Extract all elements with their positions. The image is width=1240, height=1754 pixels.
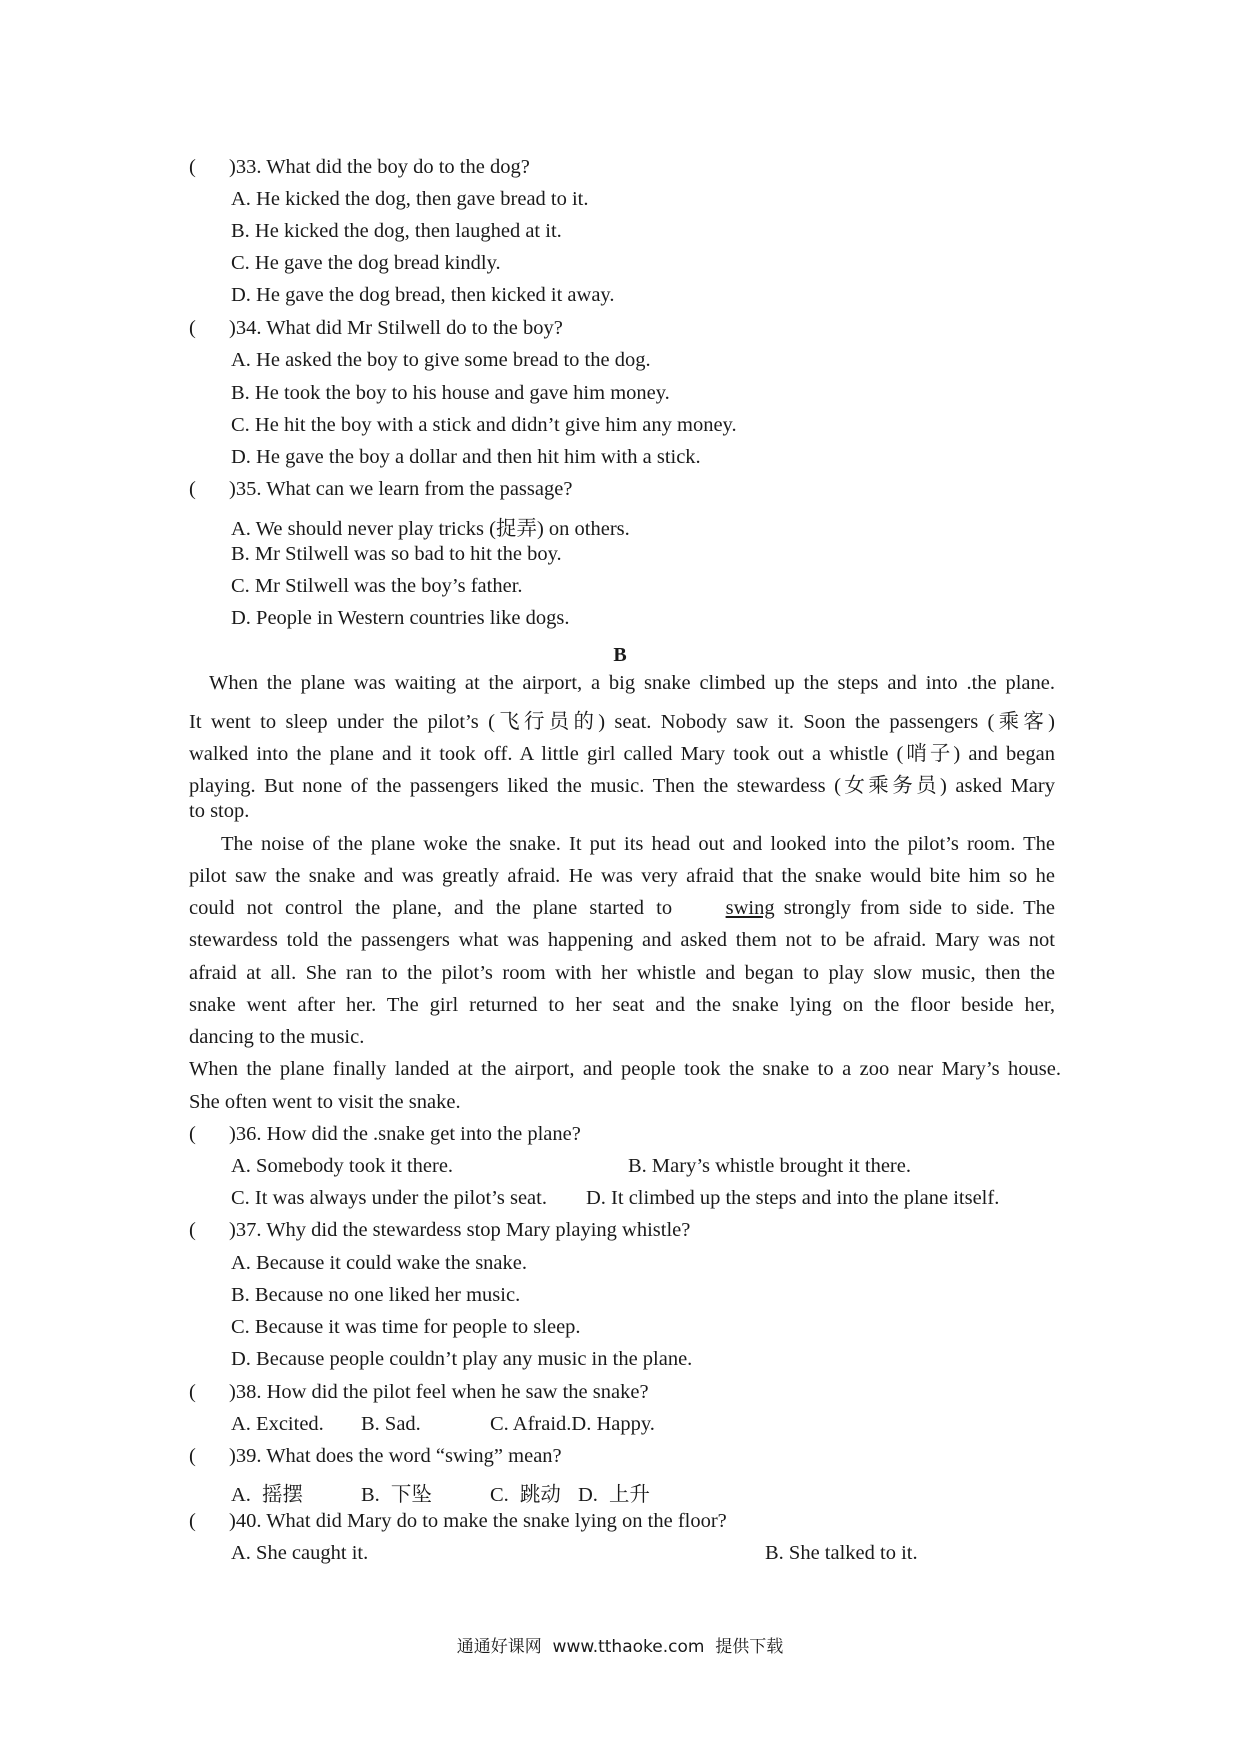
question-35 (189, 478, 572, 501)
question-text: )40. What did Mary do to make the snake lying on the floor? (229, 1510, 727, 1532)
question-36 (189, 1123, 581, 1146)
passage-line: dancing to the music. (189, 1026, 365, 1048)
option-b: B. He kicked the dog, then laughed at it. (231, 220, 562, 242)
passage-line: When the plane finally landed at the airport, and people took the snake to a zoo near Mary’s house. (189, 1058, 1061, 1080)
answer-paren: ( (189, 1381, 196, 1403)
passage-text: could not control the plane, and the plane started to (189, 897, 673, 919)
answer-paren: ( (189, 478, 196, 500)
passage-line: playing. But none of the passengers liked the music. Then the stewardess (女乘务员) asked Mary (189, 775, 1055, 797)
passage-line: She often went to visit the snake. (189, 1091, 461, 1113)
option-b: B. She talked to it. (765, 1542, 918, 1564)
option-a: A. Excited. (231, 1413, 324, 1435)
question-39 (189, 1445, 562, 1468)
question-34 (189, 317, 563, 340)
option-b: B. Mary’s whistle brought it there. (628, 1155, 911, 1177)
question-text: )38. How did the pilot feel when he saw the snake? (229, 1381, 649, 1403)
answer-paren: ( (189, 1445, 196, 1467)
option-a: A. Because it could wake the snake. (231, 1252, 528, 1274)
answer-paren: ( (189, 1219, 196, 1241)
passage-line-swing (189, 897, 1055, 920)
option-c: C. Because it was time for people to sleep. (231, 1316, 581, 1338)
question-38 (189, 1381, 649, 1404)
passage-line: The noise of the plane woke the snake. It put its head out and looked into the pilot’s room. The (221, 833, 1055, 855)
question-text: )36. How did the .snake get into the plane? (229, 1123, 581, 1145)
passage-line: When the plane was waiting at the airport, a big snake climbed up the steps and into .the plane. (209, 672, 1055, 694)
option-d: D. 上升 (578, 1484, 651, 1506)
option-d: D. Because people couldn’t play any music in the plane. (231, 1348, 693, 1370)
question-text: )34. What did Mr Stilwell do to the boy? (229, 317, 563, 339)
option-b: B. Mr Stilwell was so bad to hit the boy. (231, 543, 562, 565)
question-text: )33. What did the boy do to the dog? (229, 156, 530, 178)
passage-line: It went to sleep under the pilot’s (飞行员的) seat. Nobody saw it. Soon the passengers (乘客) (189, 711, 1055, 733)
option-b: B. Sad. (361, 1413, 421, 1435)
question-37 (189, 1219, 690, 1242)
option-c: C. Mr Stilwell was the boy’s father. (231, 575, 523, 597)
option-a: A. We should never play tricks (捉弄) on others. (231, 518, 630, 540)
option-c: C. He gave the dog bread kindly. (231, 252, 501, 274)
answer-paren: ( (189, 1123, 196, 1145)
option-c: C. 跳动 (490, 1484, 561, 1506)
answer-paren: ( (189, 317, 196, 339)
option-b: B. 下坠 (361, 1484, 432, 1506)
answer-paren: ( (189, 156, 196, 178)
option-b: B. Because no one liked her music. (231, 1284, 521, 1306)
option-d: D. He gave the boy a dollar and then hit him with a stick. (231, 446, 701, 468)
option-d: D. People in Western countries like dogs. (231, 607, 570, 629)
passage-line: walked into the plane and it took off. A little girl called Mary took out a whistle (哨子) and began (189, 743, 1055, 765)
option-a: A. She caught it. (231, 1542, 369, 1564)
option-a: A. He kicked the dog, then gave bread to it. (231, 188, 589, 210)
section-heading: B (613, 644, 627, 666)
answer-paren: ( (189, 1510, 196, 1532)
option-b: B. He took the boy to his house and gave him money. (231, 382, 670, 404)
option-d: D. It climbed up the steps and into the plane itself. (586, 1187, 1000, 1209)
passage-line: snake went after her. The girl returned to her seat and the snake lying on the floor beside her, (189, 994, 1055, 1016)
option-a: A. 摇摆 (231, 1484, 304, 1506)
question-33 (189, 156, 530, 179)
passage-line: pilot saw the snake and was greatly afraid. He was very afraid that the snake would bite him so he (189, 865, 1055, 887)
passage-line: stewardess told the passengers what was happening and asked them not to be afraid. Mary was not (189, 929, 1055, 951)
passage-line: afraid at all. She ran to the pilot’s room with her whistle and began to play slow music, then the (189, 962, 1055, 984)
option-d: D. He gave the dog bread, then kicked it away. (231, 284, 615, 306)
option-a: A. Somebody took it there. (231, 1155, 454, 1177)
page-footer: 通通好课网 www.tthaoke.com 提供下载 (456, 1637, 784, 1657)
option-c: C. He hit the boy with a stick and didn’t give him any money. (231, 414, 737, 436)
passage-text: strongly from side to side. The (774, 897, 1055, 919)
passage-line: to stop. (189, 800, 250, 822)
question-text: )39. What does the word “swing” mean? (229, 1445, 562, 1467)
question-text: )37. Why did the stewardess stop Mary playing whistle? (229, 1219, 691, 1241)
option-a: A. He asked the boy to give some bread to the dog. (231, 349, 651, 371)
question-40 (189, 1510, 727, 1533)
option-c: C. It was always under the pilot’s seat. (231, 1187, 547, 1209)
option-c-d: C. Afraid.D. Happy. (490, 1413, 655, 1435)
swing-word: swing (725, 897, 775, 919)
question-text: )35. What can we learn from the passage? (229, 478, 573, 500)
